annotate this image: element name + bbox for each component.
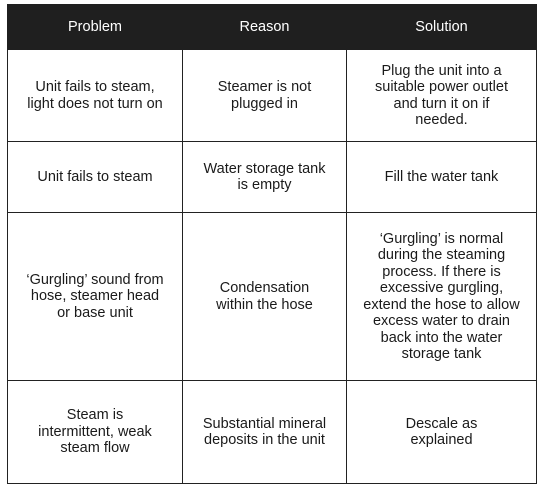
solution-cell — [347, 142, 537, 213]
reason-text: Condensation within the hose — [216, 280, 313, 313]
problem-text: Unit fails to steam, light does not turn on — [27, 79, 163, 112]
table-row — [8, 213, 537, 381]
reason-cell — [183, 381, 347, 484]
problem-text: ‘Gurgling’ sound from hose, steamer head or base unit — [26, 271, 164, 321]
problem-text: Steam is intermittent, weak steam flow — [38, 407, 152, 457]
table-row — [8, 381, 537, 484]
reason-cell — [183, 50, 347, 142]
reason-text: Water storage tank is empty — [203, 160, 326, 193]
solution-text: ‘Gurgling’ is normal during the steaming process. If there is excessive gurgling, extend the hose to allow excess water to drain back into the water storage tank — [363, 230, 520, 362]
problem-cell — [8, 50, 183, 142]
table-header — [8, 5, 537, 50]
header-row — [8, 5, 537, 50]
solution-cell — [347, 381, 537, 484]
problem-cell — [8, 142, 183, 213]
problem-cell — [8, 213, 183, 381]
table-body — [8, 50, 537, 484]
header-solution: Solution — [347, 5, 537, 50]
problem-text: Unit fails to steam — [37, 168, 153, 185]
header-problem: Problem — [8, 5, 183, 50]
solution-cell — [347, 213, 537, 381]
problem-cell — [8, 381, 183, 484]
table-row — [8, 142, 537, 213]
troubleshooting-table — [7, 4, 537, 484]
solution-cell — [347, 50, 537, 142]
solution-text: Plug the unit into a suitable power outlet and turn it on if needed. — [375, 62, 508, 128]
solution-text: Fill the water tank — [384, 168, 499, 185]
reason-cell — [183, 213, 347, 381]
reason-text: Substantial mineral deposits in the unit — [202, 415, 327, 448]
header-reason: Reason — [183, 5, 347, 50]
solution-text: Descale as explained — [405, 415, 478, 448]
reason-text: Steamer is not plugged in — [217, 79, 312, 112]
reason-cell — [183, 142, 347, 213]
table-row — [8, 50, 537, 142]
